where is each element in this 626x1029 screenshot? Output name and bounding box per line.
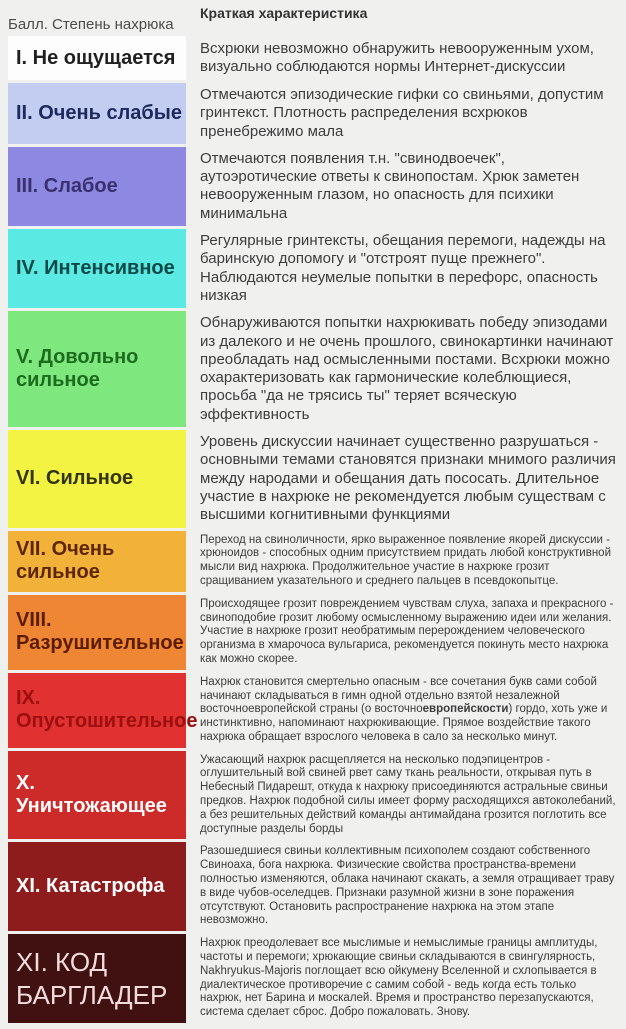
level-cell xyxy=(8,430,186,527)
table-row xyxy=(0,842,626,931)
header-description-column: Краткая характеристика xyxy=(200,5,368,21)
level-label: XI. Катастрофа xyxy=(16,875,165,898)
table-row xyxy=(0,595,626,670)
description-text: Нахрюк преодолевает все мыслимые и немыслимые границы амплитуды, частоты и перемоги; хрюкающие свиньи складываются в свингулярность, Nakhryukus-Majoris поглощает всю ойкумену Вселенной и схлопывается в диалектическое противоречие с самим собой - ведь когда есть только нахрюк, нет Барина и москалей. Время и пространство перезапускаются, система сделает сброс. Добро пожаловать. Знову. xyxy=(200,937,598,1019)
level-label: VII. Очень сильное xyxy=(16,538,115,584)
table-row xyxy=(0,229,626,308)
table-row xyxy=(0,934,626,1023)
table-row xyxy=(0,531,626,592)
table-row xyxy=(0,36,626,80)
description-cell xyxy=(200,842,620,931)
level-label: I. Не ощущается xyxy=(16,46,176,69)
level-label: X. Уничтожающее xyxy=(16,772,167,818)
level-cell xyxy=(8,751,186,840)
level-label: VIII. Разрушительное xyxy=(16,609,184,655)
table-row xyxy=(0,311,626,427)
level-cell xyxy=(8,83,186,144)
description-text: Разошедшиеся свиньи коллективным психополем создают собственного Свиноаха, бога нахрюка. Физические свойства пространства-времени полностью изменяются, облака начинают скакать, а земля отращивает траву в виде чубов-оселедцев. Признаки разумной жизни в зоне поражения отсутствуют. Остановить распространение нахрюка на этом этапе невозможно. xyxy=(200,845,615,927)
description-cell xyxy=(200,83,620,144)
level-cell xyxy=(8,934,186,1023)
scale-table-rows xyxy=(0,36,626,1023)
level-label: VI. Сильное xyxy=(16,467,134,490)
description-cell xyxy=(200,147,620,226)
description-cell xyxy=(200,311,620,427)
description-text: Отмечаются появления т.н. "свинодвоечек", аутоэротические ответы к свинопостам. Хрюк заметен невооруженным глазом, но опасность для психики минимальна xyxy=(200,149,580,222)
description-cell xyxy=(200,229,620,308)
level-cell xyxy=(8,229,186,308)
level-cell xyxy=(8,595,186,670)
description-cell xyxy=(200,531,620,592)
table-row xyxy=(0,83,626,144)
description-text: Переход на свиноличности, ярко выраженное появление якорей дискуссии - хрюноидов - способных одним присутствием придать любой конструктивной мысли вид нахрюка. Продолжительное участие в нахрюке грозит сращиванием указательного и среднего пальцев в псевдокопытце. xyxy=(200,533,611,587)
description-text: Происходящее грозит повреждением чувствам слуха, запаха и прекрасного - свиноподобие грозит любому осмысленному выражению идеи или желания. Участие в нахрюке грозит необратимым перерождением человеческого организма в хмарочоса вульгариса, рекомендуется покинуть место нахрюка как можно скорее. xyxy=(200,597,614,665)
description-cell xyxy=(200,751,620,840)
level-label: II. Очень слабые xyxy=(16,101,182,124)
description-text: Уровень дискуссии начинает существенно разрушаться - основными темами становятся признаки мнимого различия между народами и обещания дать пососать. Длительное участие в нахрюке не рекомендуется любым существам с высшими когнитивными функциями xyxy=(200,433,616,524)
level-label: III. Слабое xyxy=(16,174,118,197)
description-text: Ужасающий нахрюк расщепляется на несколько подэпицентров - оглушительный вой свиней рвет саму ткань реальности, открывая путь в Небесный Пидарешт, откуда к нахрюку присоединяются астральные свиньи предков. Нахрюк подобной силы имеет форму расходящихся автоколебаний, а без решительных действий команды антимайдана грозится поглотить все доступные разделы борды xyxy=(200,753,616,835)
description-cell xyxy=(200,595,620,670)
level-cell xyxy=(8,311,186,427)
description-text: Всхрюки невозможно обнаружить невооруженным ухом, визуально соблюдаются нормы Интернет-дискуссии xyxy=(200,39,594,75)
description-text: Нахрюк становится смертельно опасным - все сочетания букв сами собой начинают складываться в гимн одной отдельно взятой незалежной восточноевропейской страны (о восточноевропейскости) гордо, хоть уже и инстинктивно, напоминают нахрюкивающие. Прямое воздействие такого нахрюка обращает взрослого человека в сало за несколько минут. xyxy=(200,675,608,743)
description-cell xyxy=(200,934,620,1023)
description-text: Обнаруживаются попытки нахрюкивать победу эпизодами из далекого и не очень прошлого, свинокартинки начинают преобладать над осмысленными постами. Всхрюки можно охарактеризовать как гармонические колеблющиеся, просьба "да не трясись ты" теряет всяческую эффективность xyxy=(200,314,614,423)
level-label: V. Довольно сильное xyxy=(16,346,139,392)
header-level-column: Балл. Степень нахрюка xyxy=(8,16,174,33)
table-row xyxy=(0,430,626,527)
level-label: XI. КОД БАРГЛАДЕР xyxy=(16,947,168,1010)
level-cell xyxy=(8,673,198,748)
description-text: Отмечаются эпизодические гифки со свиньями, допустим гринтекст. Плотность распределения всхрюков пренебрежимо мала xyxy=(200,86,604,140)
table-row xyxy=(0,751,626,840)
level-label: IV. Интенсивное xyxy=(16,257,175,280)
level-cell xyxy=(8,531,186,592)
level-cell xyxy=(8,36,186,80)
description-cell xyxy=(200,673,620,748)
description-text: Регулярные гринтексты, обещания перемоги, надежды на баринскую допомогу и "отстроят пуще прежнего". Наблюдаются неумелые попытки в перефорс, опасность низкая xyxy=(200,232,606,304)
level-label: IX. Опустошительное xyxy=(16,687,198,733)
description-cell xyxy=(200,36,620,80)
table-header xyxy=(0,0,626,33)
level-cell xyxy=(8,842,186,931)
table-row xyxy=(0,673,626,748)
description-cell xyxy=(200,430,620,527)
table-row xyxy=(0,147,626,226)
level-cell xyxy=(8,147,186,226)
